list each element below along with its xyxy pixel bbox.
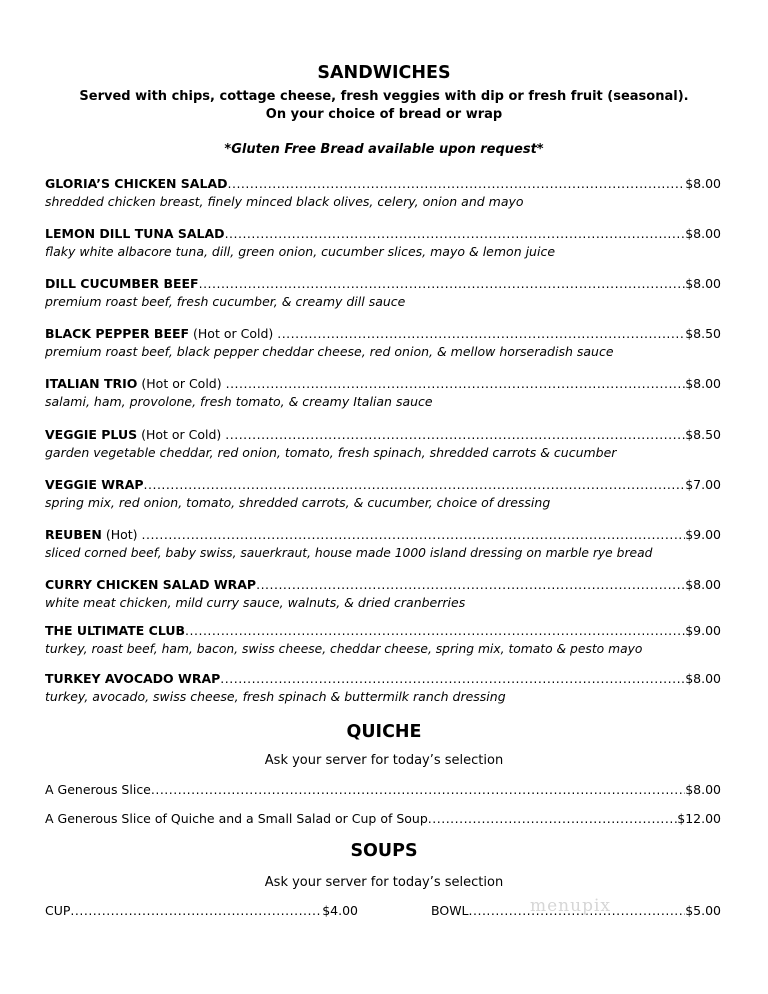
item-description: salami, ham, provolone, fresh tomato, & creamy Italian sauce xyxy=(45,394,433,409)
item-price: $8.00 xyxy=(685,782,721,797)
item-name: A Generous Slice xyxy=(45,782,151,797)
menu-item xyxy=(45,226,721,260)
item-qualifier: (Hot or Cold) xyxy=(137,376,226,391)
item-description: white meat chicken, mild curry sauce, walnuts, & dried cranberries xyxy=(45,595,466,610)
menu-item xyxy=(45,577,721,611)
quiche-note: Ask your server for today’s selection xyxy=(264,753,504,768)
quiche-title: QUICHE xyxy=(346,722,422,742)
item-price: $8.50 xyxy=(685,326,721,341)
item-name: BLACK PEPPER BEEF xyxy=(45,326,190,341)
leader-dots xyxy=(225,226,686,242)
leader-dots xyxy=(225,427,685,443)
leader-dots xyxy=(226,376,686,392)
item-price: $9.00 xyxy=(685,623,721,638)
watermark-logo: menupix xyxy=(530,896,611,916)
soup-cup xyxy=(45,903,358,918)
item-name: GLORIA’S CHICKEN SALAD xyxy=(45,176,228,191)
item-price: $8.00 xyxy=(685,671,721,686)
leader-dots xyxy=(277,326,685,342)
item-price: $12.00 xyxy=(677,811,721,826)
menu-item xyxy=(45,811,721,827)
leader-dots xyxy=(144,477,686,493)
item-qualifier: (Hot) xyxy=(101,527,142,542)
item-name: VEGGIE PLUS xyxy=(45,427,138,442)
item-name: THE ULTIMATE CLUB xyxy=(45,623,186,638)
item-name: ITALIAN TRIO xyxy=(45,376,138,391)
item-price: $8.00 xyxy=(685,276,721,291)
item-description: garden vegetable cheddar, red onion, tomato, fresh spinach, shredded carrots & cucumber xyxy=(45,445,617,460)
soup-sizes xyxy=(45,903,721,921)
leader-dots xyxy=(185,623,685,639)
item-price: $8.00 xyxy=(685,376,721,391)
leader-dots xyxy=(199,276,686,292)
leader-dots xyxy=(428,811,677,827)
leader-dots xyxy=(256,577,685,593)
menu-item xyxy=(45,427,721,461)
cup-label: CUP xyxy=(45,903,71,918)
item-name: LEMON DILL TUNA SALAD xyxy=(45,226,225,241)
item-description: shredded chicken breast, finely minced black olives, celery, onion and mayo xyxy=(45,194,524,209)
item-name: DILL CUCUMBER BEEF xyxy=(45,276,199,291)
menu-item xyxy=(45,623,721,657)
menu-item xyxy=(45,671,721,705)
item-price: $8.00 xyxy=(685,176,721,191)
menu-item xyxy=(45,782,721,798)
item-price: $8.00 xyxy=(685,226,721,241)
leader-dots xyxy=(228,176,686,192)
item-price: $8.50 xyxy=(685,427,721,442)
item-description: premium roast beef, fresh cucumber, & creamy dill sauce xyxy=(45,294,406,309)
soups-note: Ask your server for today’s selection xyxy=(264,875,504,890)
menu-item xyxy=(45,376,721,410)
sandwiches-subtitle: Served with chips, cottage cheese, fresh veggies with dip or fresh fruit (seasonal). xyxy=(79,89,689,104)
menu-item xyxy=(45,527,721,561)
leader-dots xyxy=(151,782,685,798)
item-description: sliced corned beef, baby swiss, sauerkraut, house made 1000 island dressing on marble rye bread xyxy=(45,546,653,560)
bowl-price: $5.00 xyxy=(685,903,721,918)
leader-dots xyxy=(70,903,322,918)
item-description: premium roast beef, black pepper cheddar cheese, red onion, & mellow horseradish sauce xyxy=(45,344,614,359)
item-description: turkey, roast beef, ham, bacon, swiss cheese, cheddar cheese, spring mix, tomato & pesto mayo xyxy=(45,642,643,656)
item-description: turkey, avocado, swiss cheese, fresh spinach & buttermilk ranch dressing xyxy=(45,689,506,704)
item-qualifier: (Hot or Cold) xyxy=(189,326,278,341)
item-name: TURKEY AVOCADO WRAP xyxy=(45,671,221,686)
item-name: CURRY CHICKEN SALAD WRAP xyxy=(45,577,257,592)
item-description: spring mix, red onion, tomato, shredded carrots, & cucumber, choice of dressing xyxy=(45,495,551,510)
menu-item xyxy=(45,276,721,310)
item-name: REUBEN xyxy=(45,527,102,542)
cup-price: $4.00 xyxy=(322,903,358,918)
item-price: $9.00 xyxy=(685,527,721,542)
sandwiches-title: SANDWICHES xyxy=(317,63,451,83)
item-description: flaky white albacore tuna, dill, green onion, cucumber slices, mayo & lemon juice xyxy=(45,244,556,259)
menu-item xyxy=(45,477,721,511)
item-name: A Generous Slice of Quiche and a Small Salad or Cup of Soup xyxy=(45,811,428,826)
item-price: $7.00 xyxy=(685,477,721,492)
soups-title: SOUPS xyxy=(350,841,418,861)
leader-dots xyxy=(142,527,686,543)
sandwiches-bread-note: On your choice of bread or wrap xyxy=(265,107,503,122)
menu-item xyxy=(45,326,721,360)
item-price: $8.00 xyxy=(685,577,721,592)
menu-item xyxy=(45,176,721,210)
item-name: VEGGIE WRAP xyxy=(45,477,144,492)
bowl-label: BOWL xyxy=(431,903,469,918)
item-qualifier: (Hot or Cold) xyxy=(137,427,226,442)
gluten-free-note: *Gluten Free Bread available upon request* xyxy=(224,142,544,157)
leader-dots xyxy=(220,671,685,687)
